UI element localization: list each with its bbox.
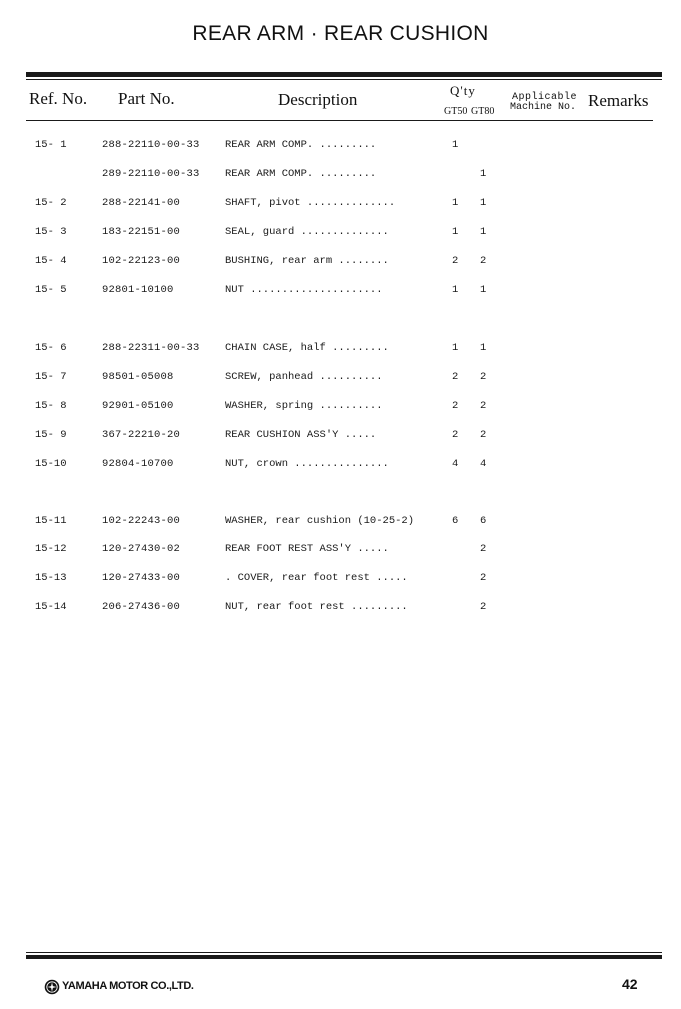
qty-gt80: 1 xyxy=(480,168,487,180)
qty-gt80: 1 xyxy=(480,197,487,209)
ref-no: 15- 5 xyxy=(35,284,67,296)
part-no: 102-22243-00 xyxy=(102,515,181,527)
header-ref-no: Ref. No. xyxy=(29,89,88,108)
qty-gt80: 2 xyxy=(480,371,487,383)
qty-gt80: 2 xyxy=(480,400,487,412)
qty-gt80: 2 xyxy=(480,255,487,267)
company-name: YAMAHA MOTOR CO.,LTD. xyxy=(62,980,194,992)
table-row xyxy=(0,429,681,443)
description: SCREW, panhead .......... xyxy=(225,371,383,383)
description: . COVER, rear foot rest ..... xyxy=(225,572,408,584)
part-no: 289-22110-00-33 xyxy=(102,168,200,180)
part-no: 92804-10700 xyxy=(102,458,174,470)
part-no: 98501-05008 xyxy=(102,371,174,383)
ref-no: 15- 3 xyxy=(35,226,67,238)
ref-no: 15-14 xyxy=(35,601,67,613)
description: NUT, crown ............... xyxy=(225,458,389,470)
qty-gt80: 1 xyxy=(480,284,487,296)
description: NUT, rear foot rest ......... xyxy=(225,601,408,613)
qty-gt50: 1 xyxy=(452,197,459,209)
qty-gt80: 1 xyxy=(480,226,487,238)
qty-gt80: 2 xyxy=(480,601,487,613)
table-row xyxy=(0,342,681,356)
ref-no: 15-11 xyxy=(35,515,67,527)
header-description: Description xyxy=(278,90,358,109)
qty-gt80: 6 xyxy=(480,515,487,527)
header-machine-no: Machine No. xyxy=(510,102,577,113)
header-gt50: GT50 xyxy=(444,106,468,117)
page-number: 42 xyxy=(622,976,638,992)
table-row xyxy=(0,255,681,269)
table-row xyxy=(0,458,681,472)
table-row xyxy=(0,197,681,211)
ref-no: 15- 8 xyxy=(35,400,67,412)
description: REAR ARM COMP. ......... xyxy=(225,139,377,151)
part-no: 120-27430-02 xyxy=(102,543,181,555)
ref-no: 15- 2 xyxy=(35,197,67,209)
qty-gt50: 2 xyxy=(452,400,459,412)
description: NUT ..................... xyxy=(225,284,383,296)
qty-gt50: 4 xyxy=(452,458,459,470)
header-remarks: Remarks xyxy=(588,91,649,110)
table-row xyxy=(0,168,681,182)
table-row xyxy=(0,226,681,240)
part-no: 206-27436-00 xyxy=(102,601,181,613)
qty-gt80: 2 xyxy=(480,572,487,584)
page-title: REAR ARM · REAR CUSHION xyxy=(192,22,489,45)
part-no: 102-22123-00 xyxy=(102,255,181,267)
qty-gt50: 1 xyxy=(452,284,459,296)
table-row xyxy=(0,601,681,615)
table-row xyxy=(0,139,681,153)
qty-gt80: 2 xyxy=(480,543,487,555)
description: CHAIN CASE, half ......... xyxy=(225,342,389,354)
part-no: 288-22311-00-33 xyxy=(102,342,200,354)
part-no: 367-22210-20 xyxy=(102,429,181,441)
ref-no: 15-10 xyxy=(35,458,67,470)
description: REAR ARM COMP. ......... xyxy=(225,168,377,180)
description: WASHER, rear cushion (10-25-2) xyxy=(225,515,415,527)
qty-gt50: 1 xyxy=(452,342,459,354)
description: SEAL, guard .............. xyxy=(225,226,389,238)
ref-no: 15- 6 xyxy=(35,342,67,354)
description: REAR FOOT REST ASS'Y ..... xyxy=(225,543,389,555)
qty-gt50: 1 xyxy=(452,226,459,238)
ref-no: 15- 4 xyxy=(35,255,67,267)
header-quantity: Q'ty xyxy=(450,83,476,98)
table-row xyxy=(0,284,681,298)
part-no: 120-27433-00 xyxy=(102,572,181,584)
table-row xyxy=(0,543,681,557)
qty-gt80: 2 xyxy=(480,429,487,441)
part-no: 92901-05100 xyxy=(102,400,174,412)
description: REAR CUSHION ASS'Y ..... xyxy=(225,429,377,441)
qty-gt80: 4 xyxy=(480,458,487,470)
part-no: 183-22151-00 xyxy=(102,226,181,238)
table-row xyxy=(0,572,681,586)
header-gt80: GT80 xyxy=(471,106,495,117)
qty-gt50: 2 xyxy=(452,255,459,267)
bottom-rule-thin xyxy=(26,952,662,953)
table-row xyxy=(0,371,681,385)
part-no: 92801-10100 xyxy=(102,284,174,296)
ref-no: 15-12 xyxy=(35,543,67,555)
bottom-rule-thick xyxy=(26,955,662,959)
part-no: 288-22110-00-33 xyxy=(102,139,200,151)
ref-no: 15- 9 xyxy=(35,429,67,441)
part-no: 288-22141-00 xyxy=(102,197,181,209)
ref-no: 15- 7 xyxy=(35,371,67,383)
qty-gt80: 1 xyxy=(480,342,487,354)
table-row xyxy=(0,515,681,529)
yamaha-emblem-icon xyxy=(44,979,60,995)
qty-gt50: 6 xyxy=(452,515,459,527)
table-row xyxy=(0,400,681,414)
description: SHAFT, pivot .............. xyxy=(225,197,396,209)
ref-no: 15- 1 xyxy=(35,139,67,151)
description: WASHER, spring .......... xyxy=(225,400,383,412)
description: BUSHING, rear arm ........ xyxy=(225,255,389,267)
qty-gt50: 1 xyxy=(452,139,459,151)
header-part-no: Part No. xyxy=(118,89,175,108)
qty-gt50: 2 xyxy=(452,371,459,383)
qty-gt50: 2 xyxy=(452,429,459,441)
header-applicable: Applicable xyxy=(512,92,578,103)
ref-no: 15-13 xyxy=(35,572,67,584)
